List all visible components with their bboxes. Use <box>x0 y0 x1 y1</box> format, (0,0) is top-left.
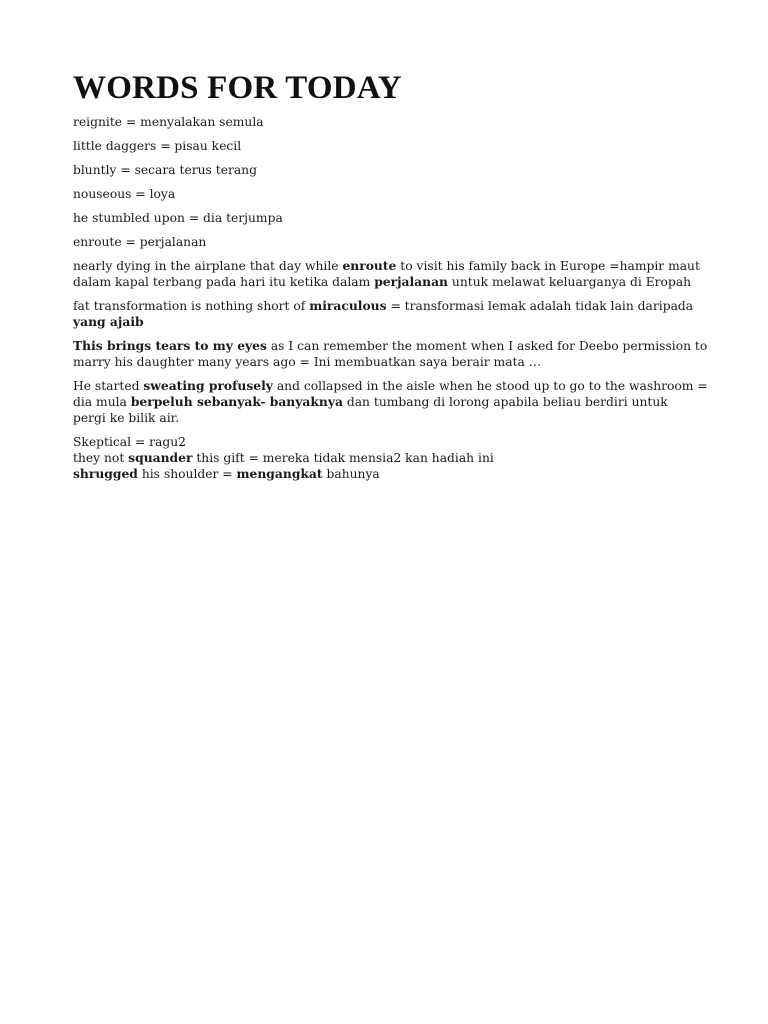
bold-term: miraculous <box>309 298 387 313</box>
paragraph-line <box>73 466 703 482</box>
paragraph-line <box>73 274 703 290</box>
paragraph-line <box>73 314 703 330</box>
bold-term: squander <box>128 450 193 465</box>
text: He started <box>73 379 144 393</box>
text: = transformasi lemak adalah tidak lain daripada <box>386 299 694 313</box>
text: marry his daughter many years ago = Ini membuatkan saya berair mata … <box>73 355 542 369</box>
text: pergi ke bilik air. <box>73 411 180 425</box>
paragraph-enroute-example <box>73 258 703 290</box>
text: Skeptical = ragu2 <box>73 435 186 449</box>
paragraph-line <box>73 394 703 410</box>
paragraph-line <box>73 338 708 354</box>
text: this gift = mereka tidak mensia2 kan hadiah ini <box>192 451 494 465</box>
entry-bluntly: bluntly = secara terus terang <box>73 163 257 177</box>
text: as I can remember the moment when I asked for Deebo permission to <box>266 339 708 353</box>
entry-nouseous: nouseous = loya <box>73 187 176 201</box>
paragraph-sweating-example <box>73 378 708 426</box>
text: to visit his family back in Europe =hampir maut <box>396 259 700 273</box>
text: dan tumbang di lorong apabila beliau berdiri untuk <box>342 395 668 409</box>
entry-stumbled-upon: he stumbled upon = dia terjumpa <box>73 211 283 225</box>
bold-term: yang ajaib <box>73 314 144 329</box>
bold-term: berpeluh sebanyak- banyaknya <box>130 394 343 409</box>
paragraph-final-terms <box>73 434 703 482</box>
paragraph-line <box>73 354 703 370</box>
page-title: WORDS FOR TODAY <box>73 70 402 106</box>
paragraph-line <box>73 378 708 394</box>
text: untuk melawat keluarganya di Eropah <box>448 275 692 289</box>
paragraph-miraculous-example <box>73 298 703 330</box>
document-page <box>73 68 708 482</box>
bold-term: enroute <box>342 258 397 273</box>
bold-term: This brings tears to my eyes <box>73 338 267 353</box>
paragraph-line <box>73 434 703 450</box>
text: fat transformation is nothing short of <box>73 299 310 313</box>
text: bahunya <box>322 467 380 481</box>
text: nearly dying in the airplane that day while <box>73 259 343 273</box>
entry-little-daggers: little daggers = pisau kecil <box>73 139 242 153</box>
paragraph-line <box>73 258 703 274</box>
entry-enroute: enroute = perjalanan <box>73 235 207 249</box>
paragraph-line <box>73 298 703 314</box>
bold-term: sweating profusely <box>143 378 273 393</box>
bold-term: mengangkat <box>236 466 323 481</box>
text: dia mula <box>73 395 131 409</box>
text: dalam kapal terbang pada hari itu ketika dalam <box>73 275 375 289</box>
paragraph-line <box>73 410 703 426</box>
paragraph-line <box>73 450 703 466</box>
bold-term: perjalanan <box>374 274 448 289</box>
paragraph-tears-example <box>73 338 708 370</box>
text: and collapsed in the aisle when he stood up to go to the washroom = <box>272 379 708 393</box>
text: his shoulder = <box>137 467 237 481</box>
entry-reignite: reignite = menyalakan semula <box>73 115 264 129</box>
text: they not <box>73 451 129 465</box>
bold-term: shrugged <box>73 466 138 481</box>
